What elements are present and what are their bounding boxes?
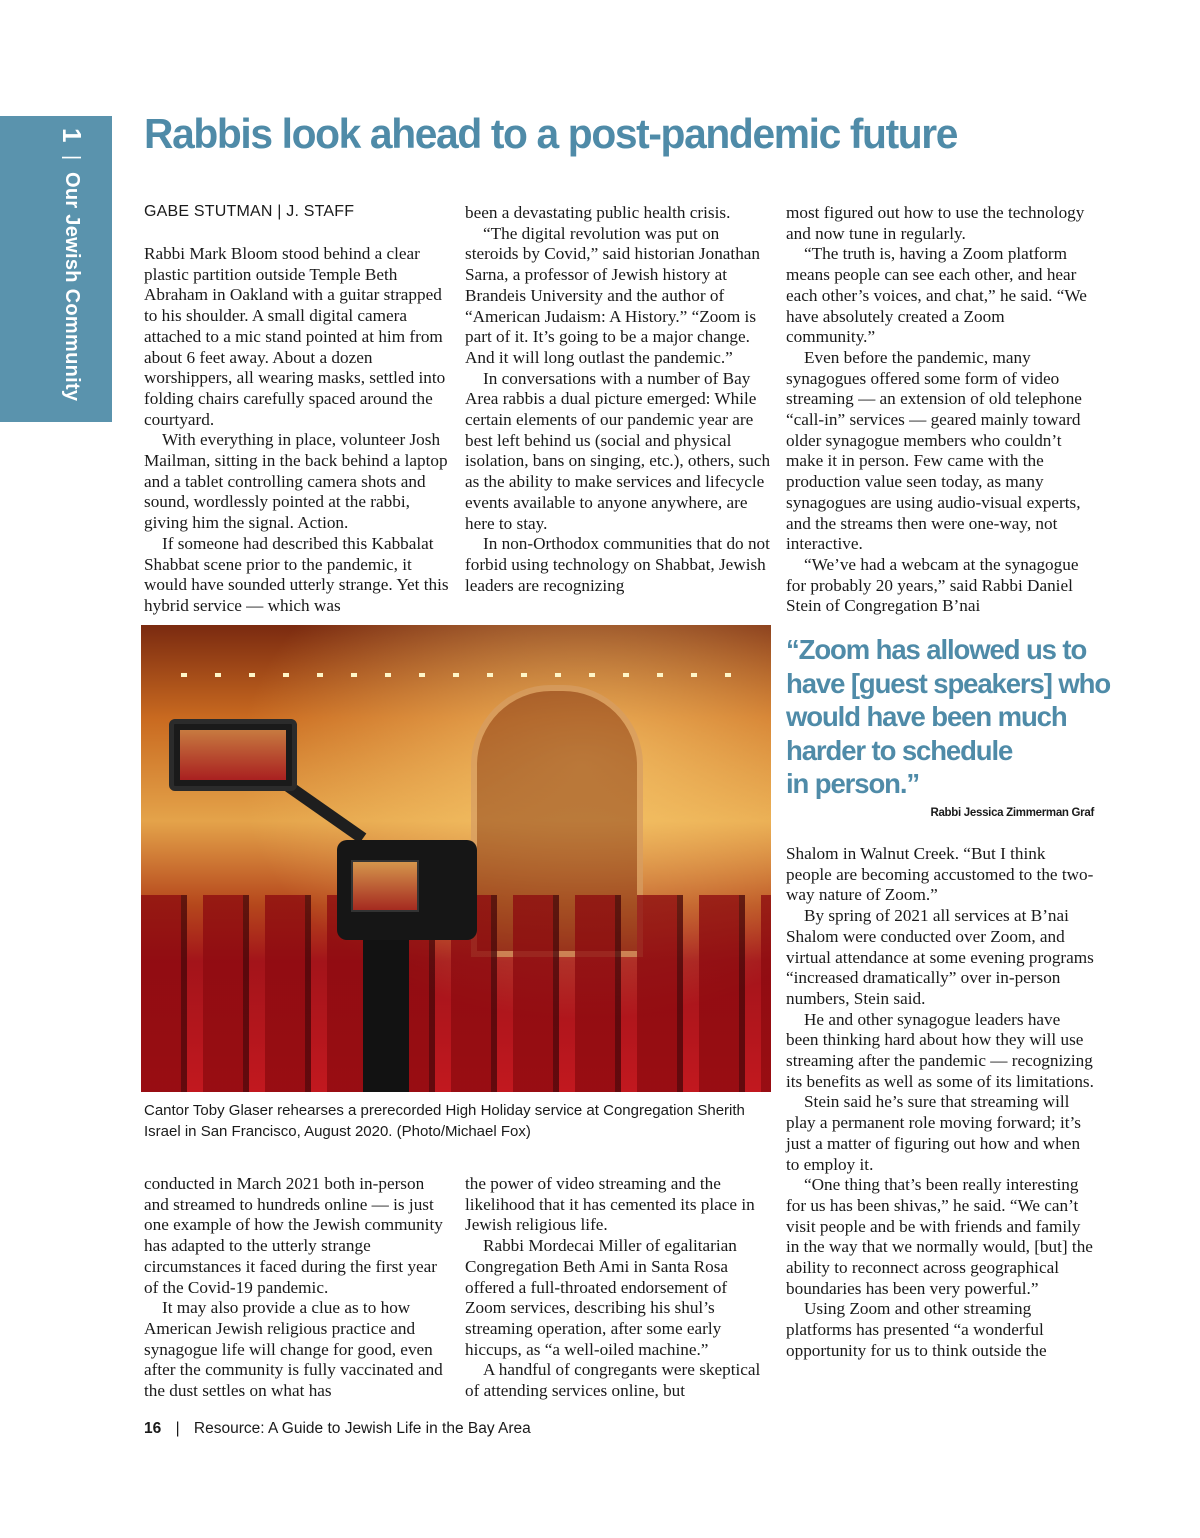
pull-quote-line: have [guest speakers] who xyxy=(786,667,1111,699)
ceiling-lights xyxy=(181,673,741,677)
synagogue-photo xyxy=(141,625,771,1092)
photo-caption: Cantor Toby Glaser rehearses a prerecorded High Holiday service at Congregation Sherith Israel in San Francisco, August 2020. (Photo/Michael Fox) xyxy=(144,1102,745,1140)
paragraph: “The digital revolution was put on steroids by Covid,” said historian Jonathan Sarna, a professor of Jewish history at Brandeis University and the author of “American Judaism: A History.” “Zoom is part of it. It’s going to be a major change. And it will long outlast the pandemic.” xyxy=(465,223,761,367)
column-2-top xyxy=(465,203,771,596)
column-3-top xyxy=(786,203,1094,617)
publication-title: Resource: A Guide to Jewish Life in the Bay Area xyxy=(193,1420,531,1437)
paragraph: the power of video streaming and the likelihood that it has cemented its place in Jewish religious life. xyxy=(465,1174,755,1235)
byline: GABE STUTMAN | J. STAFF xyxy=(144,203,355,220)
paragraph: He and other synagogue leaders have been thinking hard about how they will use streaming after the pandemic — recognizing its benefits as well as some of its limitations. xyxy=(786,1009,1094,1091)
paragraph: “One thing that’s been really interesting for us has been shivas,” he said. “We can’t visit people and be with friends and family in the way that we normally would, [but] the ability to reconnect across geographical boundaries has been very powerful.” xyxy=(786,1175,1093,1298)
article-headline: Rabbis look ahead to a post-pandemic future xyxy=(144,110,958,157)
video-monitor xyxy=(169,719,297,791)
paragraph: conducted in March 2021 both in-person and streamed to hundreds online — is just one example of how the Jewish community has adapted to the utterly strange circumstances it faced during the first year of the Covid-19 pandemic. xyxy=(144,1174,443,1297)
paragraph: “We’ve had a webcam at the synagogue for probably 20 years,” said Rabbi Daniel Stein of Congregation B’nai xyxy=(786,554,1079,616)
footer-separator: | xyxy=(175,1420,180,1437)
paragraph: Shalom in Walnut Creek. “But I think people are becoming accustomed to the two-way nature of Zoom.” xyxy=(786,844,1094,905)
paragraph: A handful of congregants were skeptical of attending services online, but xyxy=(465,1360,761,1401)
section-separator: | xyxy=(61,154,83,161)
pull-quote-line: “Zoom has allowed us to xyxy=(786,634,1087,665)
paragraph: Rabbi Mark Bloom stood behind a clear plastic partition outside Temple Beth Abraham in Oakland with a guitar strapped to his shoulder. A small digital camera attached to a mic stand pointed at him from about 6 feet away. About a dozen worshippers, all wearing masks, settled into folding chairs carefully spaced around the courtyard. xyxy=(144,244,446,429)
paragraph: With everything in place, volunteer Josh Mailman, sitting in the back behind a laptop and a tablet controlling camera shots and sound, wordlessly pointed at the rabbi, giving him the signal. Action. xyxy=(144,430,448,533)
paragraph: “The truth is, having a Zoom platform means people can see each other, and hear each other’s voices, and chat,” he said. “We have absolutely created a Zoom community.” xyxy=(786,244,1087,347)
paragraph: Using Zoom and other streaming platforms has presented “a wonderful opportunity for us to think outside the xyxy=(786,1299,1047,1360)
paragraph: been a devastating public health crisis. xyxy=(465,203,731,222)
page-number: 16 xyxy=(144,1420,162,1437)
paragraph: If someone had described this Kabbalat Shabbat scene prior to the pandemic, it would have sounded utterly strange. Yet this hybrid service — which was xyxy=(144,533,449,615)
paragraph: Even before the pandemic, many synagogues offered some form of video streaming — an extension of old telephone “call-in” services — geared mainly toward older synagogue members who couldn’t make it in person. Few came with the production value seen today, as many synagogues are using audio-visual experts, and the streams then were one-way, not interactive. xyxy=(786,347,1082,554)
pull-quote-line: harder to schedule xyxy=(786,734,1013,766)
paragraph: Rabbi Mordecai Miller of egalitarian Congregation Beth Ami in Santa Rosa offered a full-throated endorsement of Zoom services, describing his shul’s streaming operation, after some early hiccups, as “a well-oiled machine.” xyxy=(465,1236,737,1359)
pull-quote-line: in person.” xyxy=(786,768,920,799)
column-1-top xyxy=(144,244,450,617)
pull-quote-attribution: Rabbi Jessica Zimmerman Graf xyxy=(930,807,1094,819)
paragraph: By spring of 2021 all services at B’nai Shalom were conducted over Zoom, and virtual attendance at some evening programs “increased dramatically” over in-person numbers, Stein said. xyxy=(786,906,1094,1008)
column-2-bottom xyxy=(465,1174,771,1402)
page-footer xyxy=(144,1420,531,1438)
paragraph: Stein said he’s sure that streaming will play a permanent role moving forward; it’s just a matter of figuring out how and when to employ it. xyxy=(786,1092,1081,1174)
paragraph: In non-Orthodox communities that do not forbid using technology on Shabbat, Jewish leaders are recognizing xyxy=(465,534,770,595)
paragraph: In conversations with a number of Bay Area rabbis a dual picture emerged: While certain elements of our pandemic year are best left behind us (social and physical isolation, bans on singing, etc.), others, such as the ability to make services and lifecycle events available to anyone anywhere, are here to stay. xyxy=(465,368,771,533)
tripod xyxy=(363,940,409,1092)
pull-quote xyxy=(786,633,1111,801)
column-1-bottom xyxy=(144,1174,450,1402)
paragraph: It may also provide a clue as to how American Jewish religious practice and synagogue life will change for good, even after the community is fully vaccinated and the dust settles on what has xyxy=(144,1298,443,1401)
section-name: Our Jewish Community xyxy=(61,171,83,402)
paragraph: most figured out how to use the technology and now tune in regularly. xyxy=(786,203,1085,243)
column-3-bottom xyxy=(786,844,1094,1362)
pull-quote-line: would have been much xyxy=(786,701,1067,732)
section-number: 1 xyxy=(57,128,87,143)
camera-icon xyxy=(337,840,477,940)
section-tab-label xyxy=(56,128,87,401)
